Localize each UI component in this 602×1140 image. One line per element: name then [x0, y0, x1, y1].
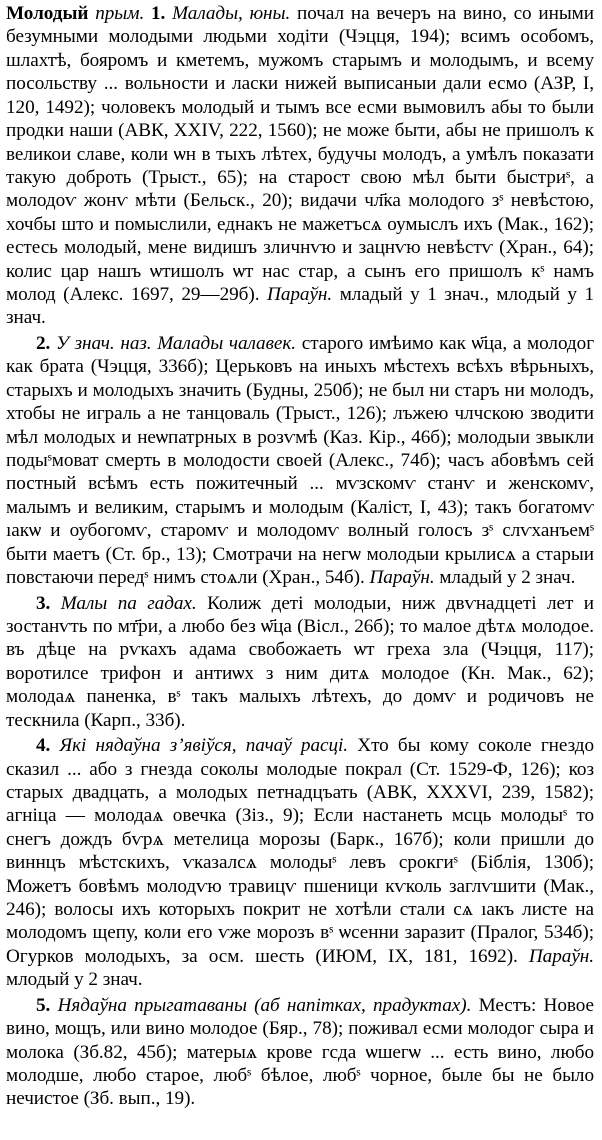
- sense-definition: Нядаўна прыгатаваны (аб напітках, прадуктах).: [57, 994, 472, 1016]
- sense-body: Колиж деті молодыи, ниж двѵнадцеті лет и зостанѵть по мт҃ри, а любо без ѡ҃ца (Вісл., 26б); то малое дѣтѧ молодое. въ дѣце на рѵкахъ адама свобожаеть ѡт греха зла (Чэцця, 117); воротилсе трифон и антиѡх з ним дитѧ молодое (Кн. Мак., 62); молодаѧ паненка, вˢ такъ малыхъ лѣтехъ, до домѵ и родичовъ не тескнила (Карп., 33б).: [6, 592, 594, 731]
- sense-body: Местъ: Новое вино, мощъ, или вино молодое (Бяр., 78); поживал есми молодог сыра и молока (Зб.82, 45б); матерыѧ крове гсда ѡшегѡ ... есть вино, любо молодше, любо старое, любˢ бѣлое, любˢ чорное, быле бы не было нечистое (Зб. вып., 19).: [6, 994, 594, 1110]
- sense-4: [6, 734, 594, 992]
- sense-definition: Малы па гадах.: [60, 592, 197, 614]
- parallel-label: Параўн.: [369, 567, 435, 589]
- sense-body: Хто бы кому соколе гнездо сказил ... або з гнезда соколы молодые покрал (Ст. 1529-Ф, 126); коз старых двадцать, а молодых петнадцъать (АВК, XXXVI, 239, 1582); агніца — молодаѧ овечка (Зіз., 9); Если настанеть мсць молодыˢ то снегъ дождъ бѵрѧ метелица морозы (Барк., 167б); коли пришли до виннцъ мѣстскихъ, ѵказалсѧ молодыˢ левъ срокгиˢ (Біблія, 130б); Можетъ бовѣмъ молодѵю травицѵ пшеници кѵколь заглѵшити (Мак., 246); волосы ихъ которыхъ покрит не хотѣли стали сѧ ıакъ листе на молодомъ щепу, коли его ѵже морозъ вˢ ѡсенни заразит (Пралог, 534б); Огурков молодыхъ, за осм. шесть (ИЮМ, IX, 181, 1692).: [6, 735, 595, 967]
- parallel-text: млодый у 2 знач.: [6, 969, 143, 991]
- part-of-speech: прым.: [95, 3, 145, 24]
- sense-number: 3.: [36, 592, 51, 614]
- sense-number: 2.: [36, 332, 51, 354]
- sense-3: [6, 592, 594, 733]
- sense-number: 1.: [151, 3, 166, 24]
- sense-definition: У знач. наз. Малады чалавек.: [56, 332, 297, 354]
- parallel-label: Параўн.: [267, 284, 333, 306]
- sense-2: [6, 332, 594, 590]
- parallel-label: Параўн.: [528, 945, 594, 967]
- parallel-text: младый у 1 знач., млодый у 1 знач.: [6, 284, 595, 329]
- sense-definition: Малады, юны.: [172, 3, 291, 24]
- parallel-text: младый у 2 знач.: [439, 567, 576, 589]
- sense-body: почал на вечеръ на вино, со иными безумными молодыми людьми ходіти (Чэцця, 194); всимъ особомъ, шлахтѣ, бояромъ и кметемъ, мужомъ старымъ и молодымъ, и всему посольству ... вольности и ласки нижей выписаныи дали есмо (АЗР, I, 120, 1492); чоловекъ молодый и тымъ все есми вымовилъ абы то были продки наши (АВК, XXIV, 222, 1560); не може быти, абы не пришолъ к великои славе, коли ѡн в тыхъ лѣтех, будучы молодъ, а умѣлъ показати такую доброть (Трыст., 65); на старост свою мѣл быти быстриˢ, а молодоѵ жонѵ мѣти (Бельск., 20); видачи чл҃ка молодого зˢ невѣстою, хочбы што и помыслили, еднакъ не мажетъсѧ оумыслъ ихъ (Мак., 162); естесь молодый, мене видишъ зличнѵю и зацнѵю невѣстѵ (Хран., 64); колис цар нашъ ѡтишолъ ѡт нас стар, а сынъ его пришолъ кˢ намъ молод (Алекс. 1697, 29—29б).: [6, 3, 594, 306]
- headword: Молодый: [6, 3, 89, 24]
- sense-number: 4.: [36, 735, 51, 757]
- sense-number: 5.: [36, 994, 51, 1016]
- sense-body: старого имѣимо как ѡ҃ца, а молодог как брата (Чэцця, 336б); Церьковъ на иныхъ мѣстехъ всѣхъ вѣрьныхъ, старыхъ и молодыхъ значить (Будны, 250б); не был ни старъ ни молодъ, хтобы не играль а не танцоваль (Трыст., 126); лъжею члчскою зводити мѣл молодых и неѡпатрных в розѵмѣ (Каз. Кір., 46б); молодыи звыкли подыˢмоват смерть в молодости своей (Алекс., 74б); часъ абовѣмъ сей постный всѣмъ есть пожитечный ... мѵзскомѵ станѵ и женскомѵ, малымъ и великим, старымъ и молодым (Каліст, I, 43); такъ богатомѵ ıакѡ и оубогомѵ, старомѵ и молодомѵ волный голосъ зˢ слѵханъемˢ быти маетъ (Ст. бр., 13); Смотрачи на негѡ молодыи крылисѧ а старыи повстаючи передˢ нимъ стоѧли (Хран., 54б).: [6, 332, 595, 589]
- sense-definition: Які нядаўна з’явіўся, пачаў расці.: [59, 735, 349, 757]
- sense-5: [6, 994, 594, 1111]
- sense-1: [6, 2, 594, 330]
